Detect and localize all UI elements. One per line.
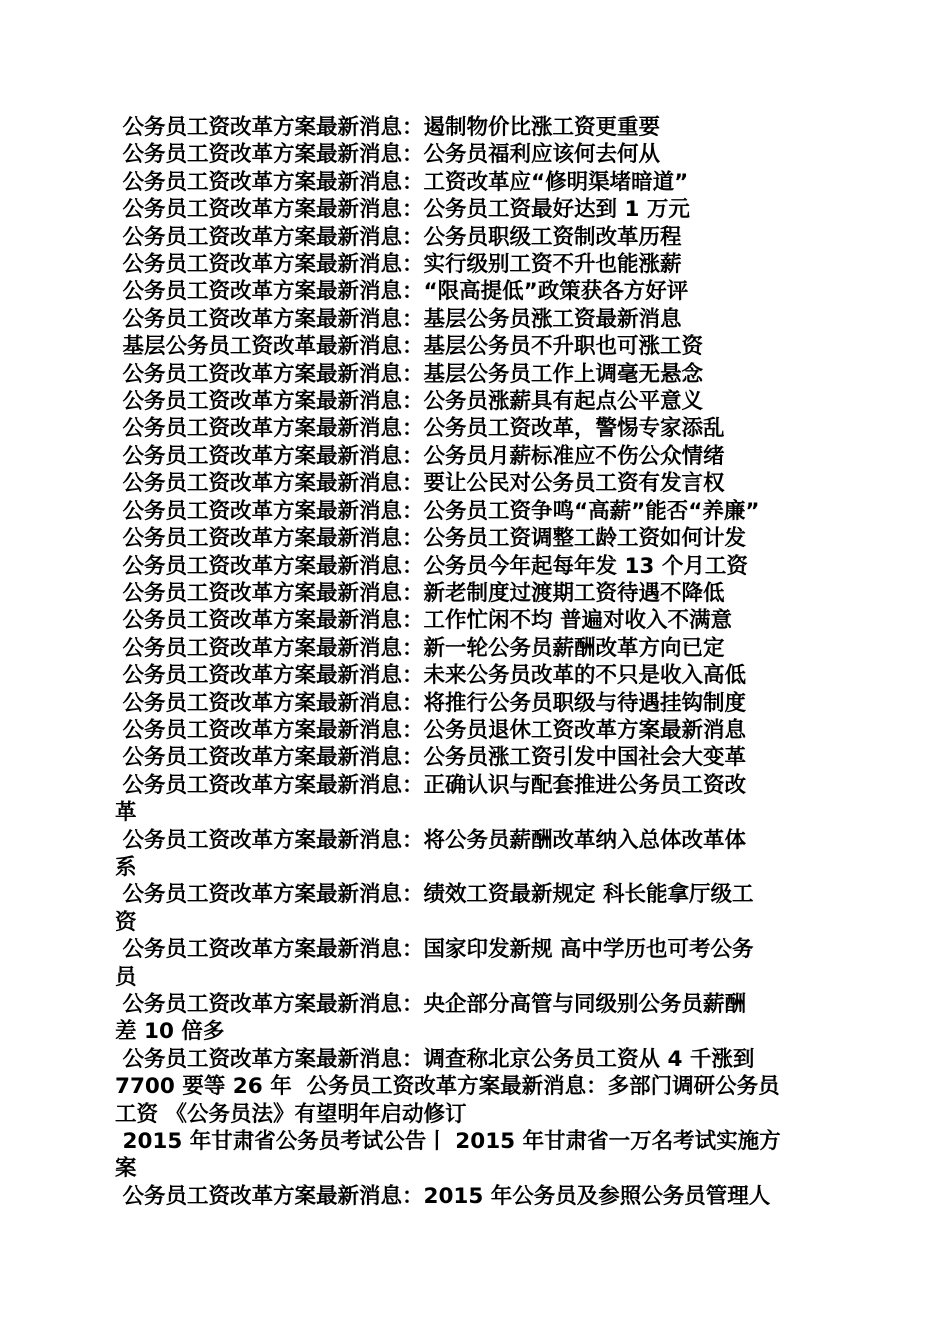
text-line: 公务员工资改革方案最新消息：未来公务员改革的不只是收入高低 xyxy=(115,663,746,689)
text-line: 公务员工资改革方案最新消息：2015 年公务员及参照公务员管理人 xyxy=(115,1183,771,1209)
text-line: 公务员工资改革方案最新消息：将推行公务员职级与待遇挂钩制度 xyxy=(115,690,746,716)
text-line: 员 xyxy=(115,964,137,990)
text-line: 7700 要等 26 年 公务员工资改革方案最新消息：多部门调研公务员 xyxy=(115,1074,780,1100)
text-line: 公务员工资改革方案最新消息：公务员退休工资改革方案最新消息 xyxy=(115,717,746,743)
text-line: 公务员工资改革方案最新消息：公务员福利应该何去何从 xyxy=(115,142,660,168)
text-line: 公务员工资改革方案最新消息：央企部分高管与同级别公务员薪酬 xyxy=(115,992,746,1017)
text-line: 公务员工资改革方案最新消息：绩效工资最新规定 科长能拿厅级工 xyxy=(115,882,754,908)
text-line: 公务员工资改革方案最新消息：新一轮公务员薪酬改革方向已定 xyxy=(115,635,725,661)
text-line: 工资 《公务员法》有望明年启动修订 xyxy=(115,1101,467,1127)
text-line: 公务员工资改革方案最新消息：基层公务员涨工资最新消息 xyxy=(115,306,682,332)
text-line: 公务员工资改革方案最新消息：公务员今年起每年发 13 个月工资 xyxy=(115,553,748,579)
text-line: 案 xyxy=(115,1156,137,1182)
text-line: 公务员工资改革方案最新消息：公务员月薪标准应不伤公众情绪 xyxy=(115,443,725,469)
text-line: 基层公务员工资改革最新消息：基层公务员不升职也可涨工资 xyxy=(115,334,703,360)
text-line: 公务员工资改革方案最新消息：公务员工资调整工龄工资如何计发 xyxy=(115,526,746,552)
text-line: 公务员工资改革方案最新消息：遏制物价比涨工资更重要 xyxy=(115,115,660,140)
text-line: 公务员工资改革方案最新消息：调查称北京公务员工资从 4 千涨到 xyxy=(115,1046,755,1072)
text-line: 公务员工资改革方案最新消息：公务员涨工资引发中国社会大变革 xyxy=(115,745,746,771)
text-line: 差 10 倍多 xyxy=(115,1019,225,1045)
text-line: 公务员工资改革方案最新消息：公务员工资争鸣“高薪”能否“养廉” xyxy=(115,498,760,524)
text-line: 公务员工资改革方案最新消息：实行级别工资不升也能涨薪 xyxy=(115,252,682,278)
text-line: 公务员工资改革方案最新消息：新老制度过渡期工资待遇不降低 xyxy=(115,580,725,606)
document-body xyxy=(115,114,827,1210)
text-line: 公务员工资改革方案最新消息：公务员工资改革，警惕专家添乱 xyxy=(115,416,725,442)
text-line: 公务员工资改革方案最新消息：公务员涨薪具有起点公平意义 xyxy=(115,389,703,415)
text-line: 公务员工资改革方案最新消息：要让公民对公务员工资有发言权 xyxy=(115,471,725,497)
text-line: 公务员工资改革方案最新消息：将公务员薪酬改革纳入总体改革体 xyxy=(115,827,746,853)
text-line: 公务员工资改革方案最新消息：公务员工资最好达到 1 万元 xyxy=(115,197,690,223)
text-line: 公务员工资改革方案最新消息：“限高提低”政策获各方好评 xyxy=(115,279,689,305)
text-line: 公务员工资改革方案最新消息：工资改革应“修明渠堵暗道” xyxy=(115,169,689,195)
text-line: 资 xyxy=(115,909,137,935)
text-line: 公务员工资改革方案最新消息：国家印发新规 高中学历也可考公务 xyxy=(115,937,754,963)
text-line: 公务员工资改革方案最新消息：基层公务员工作上调毫无悬念 xyxy=(115,361,703,387)
text-line: 革 xyxy=(115,800,137,826)
text-line: 2015 年甘肃省公务员考试公告丨 2015 年甘肃省一万名考试实施方 xyxy=(115,1129,781,1155)
text-line: 公务员工资改革方案最新消息：正确认识与配套推进公务员工资改 xyxy=(115,772,746,798)
text-line: 公务员工资改革方案最新消息：工作忙闲不均 普遍对收入不满意 xyxy=(115,608,732,634)
text-line: 公务员工资改革方案最新消息：公务员职级工资制改革历程 xyxy=(115,224,682,250)
text-line: 系 xyxy=(115,854,137,880)
